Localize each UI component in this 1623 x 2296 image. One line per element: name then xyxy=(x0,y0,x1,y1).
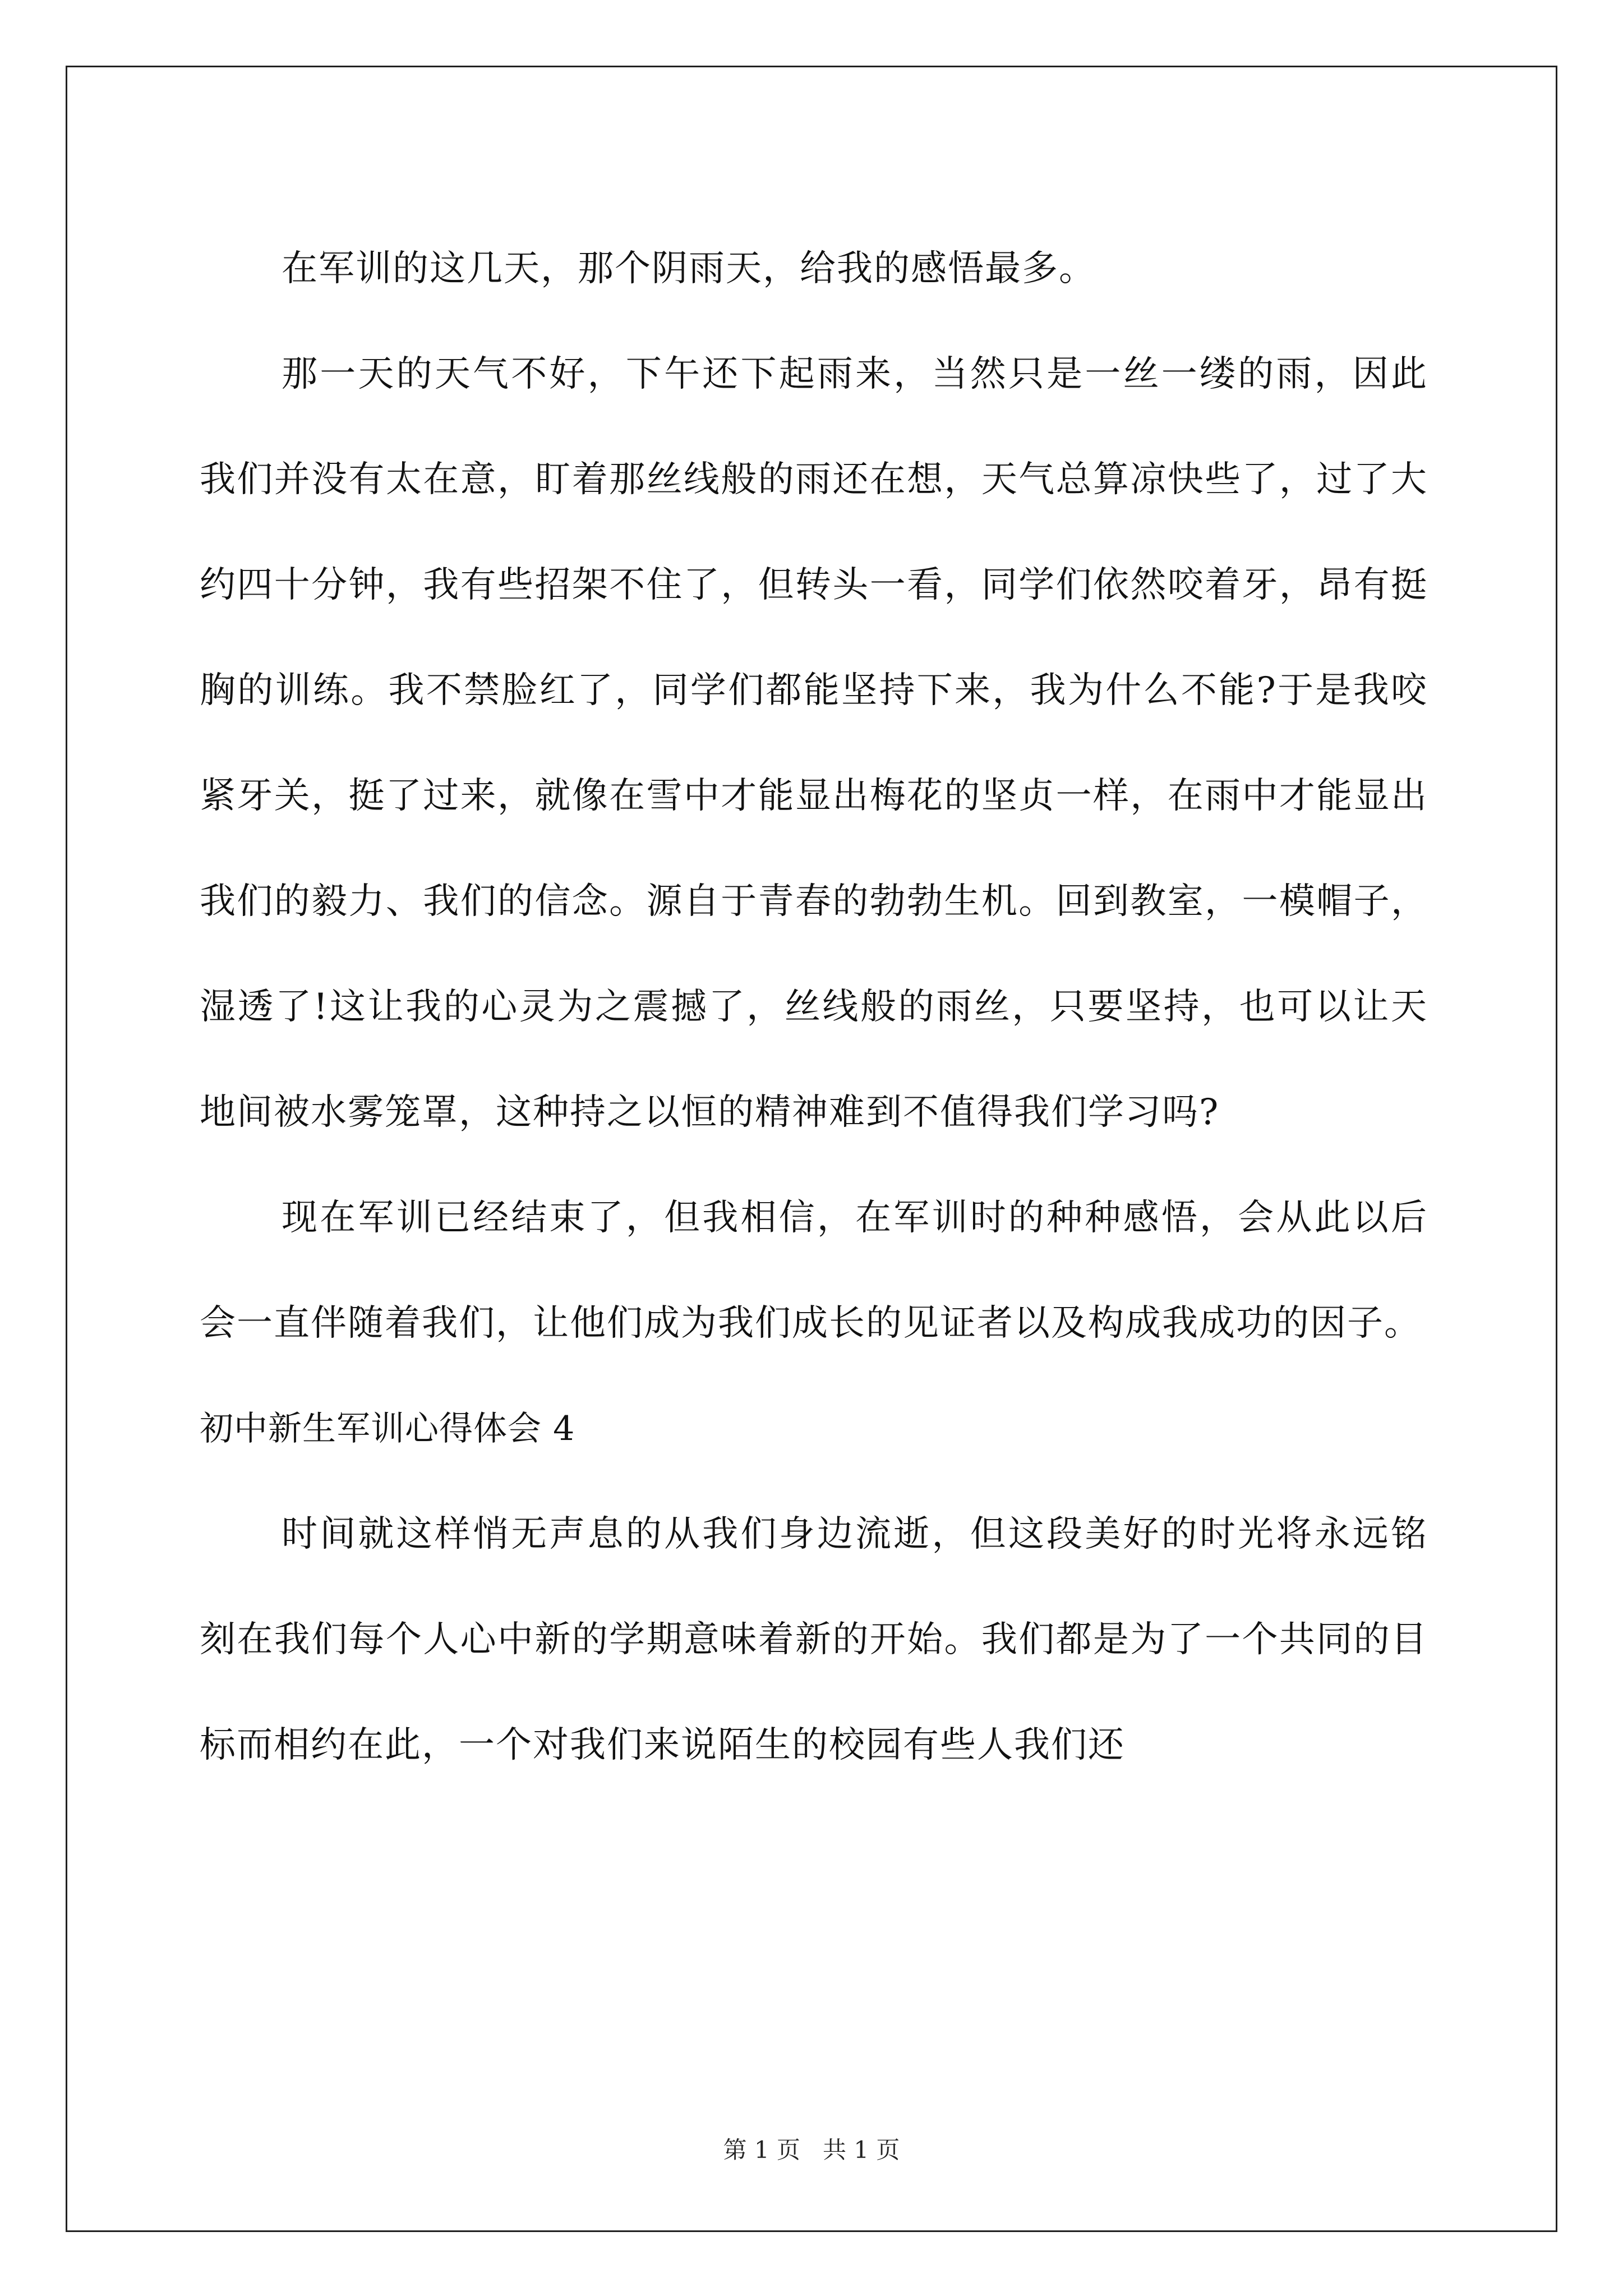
paragraph-rainy-day: 那一天的天气不好，下午还下起雨来，当然只是一丝一缕的雨，因此我们并没有太在意，盯着那丝线般的雨还在想，天气总算凉快些了，过了大约四十分钟，我有些招架不住了，但转头一看，同学们依然咬着牙，昂有挺胸的训练。我不禁脸红了，同学们都能坚持下来，我为什么不能?于是我咬紧牙关，挺了过来，就像在雪中才能显出梅花的坚贞一样，在雨中才能显出我们的毅力、我们的信念。源自于青春的勃勃生机。回到教室，一模帽子，湿透了!这让我的心灵为之震撼了，丝线般的雨丝，只要坚持，也可以让天地间被水雾笼罩，这种持之以恒的精神难到不值得我们学习吗? xyxy=(200,353,1428,1133)
paragraph-intro: 在军训的这几天，那个阴雨天，给我的感悟最多。 xyxy=(282,248,1096,289)
page-total: 共 1 页 xyxy=(823,2136,900,2164)
page-number: 第 1 页 xyxy=(723,2136,800,2164)
document-body xyxy=(200,216,1428,1798)
section-heading: 初中新生军训心得体会 4 xyxy=(200,1409,575,1448)
paragraph-conclusion: 现在军训已经结束了，但我相信，在军训时的种种感悟，会从此以后会一直伴随着我们，让他们成为我们成长的见证者以及构成我成功的因子。 xyxy=(200,1197,1428,1344)
paragraph-section-4: 时间就这样悄无声息的从我们身边流逝，但这段美好的时光将永远铭刻在我们每个人心中新的学期意味着新的开始。我们都是为了一个共同的目标而相约在此，一个对我们来说陌生的校园有些人我们还 xyxy=(200,1513,1428,1766)
page-footer xyxy=(0,2132,1623,2165)
